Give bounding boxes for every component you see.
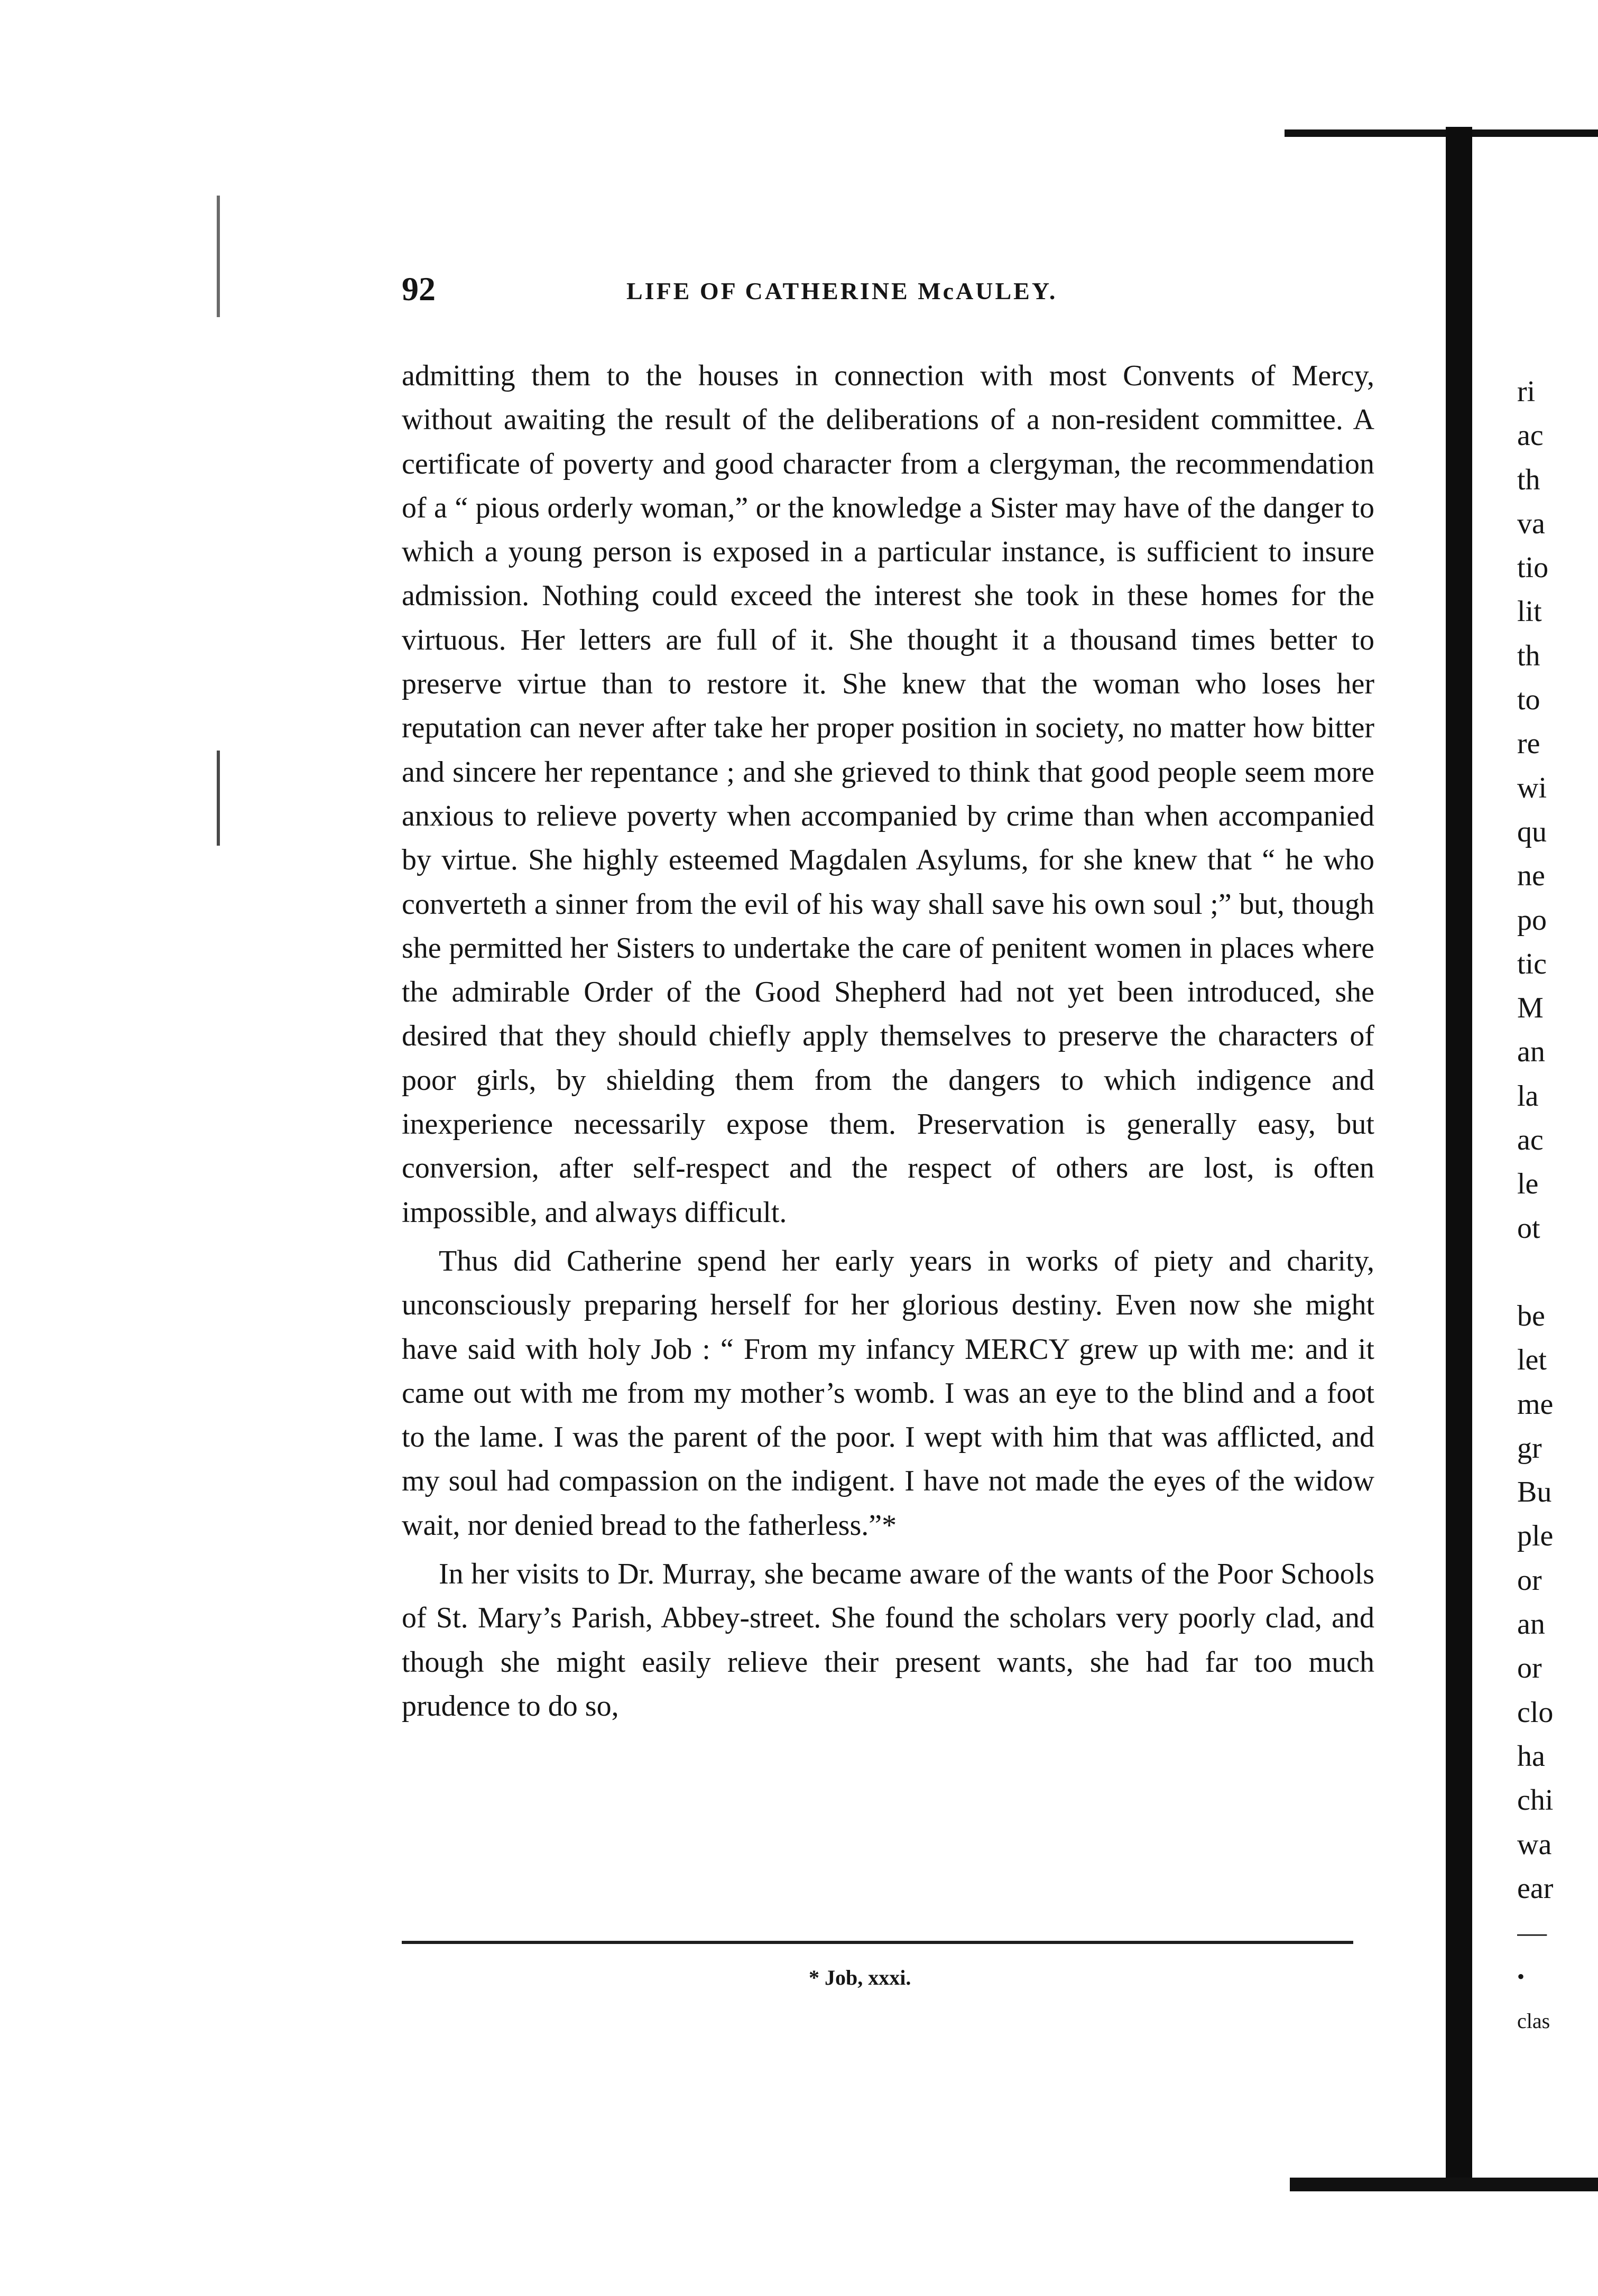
- fragment-line: to: [1517, 683, 1540, 717]
- fragment-line: an: [1517, 1035, 1545, 1069]
- fragment-line: le: [1517, 1168, 1539, 1201]
- fragment-line: ne: [1517, 859, 1545, 893]
- page-edge-mark: [217, 196, 220, 317]
- fragment-line: •: [1517, 1965, 1525, 1989]
- fragment-line: let: [1517, 1344, 1547, 1377]
- fragment-line: lit: [1517, 595, 1542, 628]
- fragment-line: Bu: [1517, 1476, 1552, 1509]
- body-text: [402, 354, 1374, 1728]
- paragraph: admitting them to the houses in connection with most Convents of Mercy, without awaiting the result of the deliberations of a non-resident committee. A certificate of poverty and good character from a clergyman, the recommendation of a “ pious orderly woman,” or the knowledge a Sister may have of the danger to which a young person is exposed in a particular instance, is sufficient to insure admission. Nothing could exceed the interest she took in these homes for the virtuous. Her letters are full of it. She thought it a thousand times better to preserve virtue than to restore it. She knew that the woman who loses her reputation can never after take her proper position in society, no matter how bitter and sincere her repentance ; and she grieved to think that good people seem more anxious to relieve poverty when accompanied by crime than when accompanied by virtue. She highly esteemed Magdalen Asylums, for she knew that “ he who converteth a sinner from the evil of his way shall save his own soul ;” but, though she permitted her Sisters to undertake the care of penitent women in places where the admirable Order of the Good Shepherd had not yet been introduced, she desired that they should chiefly apply themselves to preserve the characters of poor girls, by shielding them from the dangers to which indigence and inexperience necessarily expose them. Preservation is generally easy, but conversion, after self-respect and the respect of others are lost, is often impossible, and always difficult.: [402, 359, 1374, 1229]
- fragment-line: clas: [1517, 2008, 1550, 2033]
- fragment-line: wi: [1517, 771, 1547, 804]
- facing-page-fragment: [1517, 370, 1598, 2043]
- book-gutter: [1446, 127, 1472, 2178]
- page-edge-mark: [217, 751, 220, 846]
- binding-shadow-top: [1285, 129, 1598, 137]
- footnote-rule: [402, 1941, 1353, 1944]
- fragment-line: M: [1517, 992, 1544, 1025]
- fragment-line: po: [1517, 903, 1547, 937]
- fragment-line: va: [1517, 507, 1545, 540]
- fragment-line: ri: [1517, 375, 1536, 408]
- fragment-line: clo: [1517, 1696, 1554, 1729]
- fragment-gap: [1517, 1251, 1598, 1294]
- fragment-line: ear: [1517, 1872, 1554, 1905]
- footnote: * Job, xxxi.: [809, 1966, 911, 1989]
- fragment-line: or: [1517, 1652, 1542, 1685]
- fragment-line: ot: [1517, 1211, 1540, 1245]
- fragment-line: ac: [1517, 1124, 1544, 1157]
- paragraph: In her visits to Dr. Murray, she became aware of the wants of the Poor Schools of St. Mary’s Parish, Abbey-street. She found the scholars very poorly clad, and though she might easily relieve their present wants, she had far too much prudence to do so,: [402, 1558, 1374, 1723]
- fragment-line: an: [1517, 1608, 1545, 1641]
- page-number: 92: [402, 270, 436, 308]
- binding-shadow-bottom: [1290, 2178, 1598, 2191]
- fragment-line: ac: [1517, 419, 1544, 452]
- fragment-line: th: [1517, 639, 1540, 672]
- fragment-line: la: [1517, 1079, 1539, 1113]
- fragment-line: ha: [1517, 1739, 1545, 1773]
- fragment-line: or: [1517, 1563, 1542, 1597]
- fragment-line: th: [1517, 463, 1540, 496]
- fragment-line: chi: [1517, 1784, 1554, 1817]
- fragment-line: re: [1517, 727, 1540, 761]
- fragment-line: gr: [1517, 1431, 1542, 1465]
- fragment-line: wa: [1517, 1828, 1552, 1861]
- fragment-line: qu: [1517, 815, 1547, 848]
- fragment-line: be: [1517, 1299, 1545, 1332]
- running-head: LIFE OF CATHERINE McAULEY.: [626, 277, 1058, 304]
- fragment-line: me: [1517, 1387, 1554, 1421]
- fragment-line: tio: [1517, 551, 1549, 585]
- paragraph: Thus did Catherine spend her early years in works of piety and charity, unconsciously preparing herself for her glorious destiny. Even now she might have said with holy Job : “ From my infancy MERCY grew up with me: and it came out with me from my mother’s womb. I was an eye to the blind and a foot to the lame. I was the parent of the poor. I wept with him that was afflicted, and my soul had compassion on the indigent. I have not made the eyes of the widow wait, nor denied bread to the fatherless.”*: [402, 1244, 1374, 1542]
- fragment-line: ple: [1517, 1520, 1554, 1553]
- fragment-line: —: [1517, 1916, 1547, 1949]
- page-header: [402, 270, 1385, 317]
- fragment-line: tic: [1517, 947, 1547, 980]
